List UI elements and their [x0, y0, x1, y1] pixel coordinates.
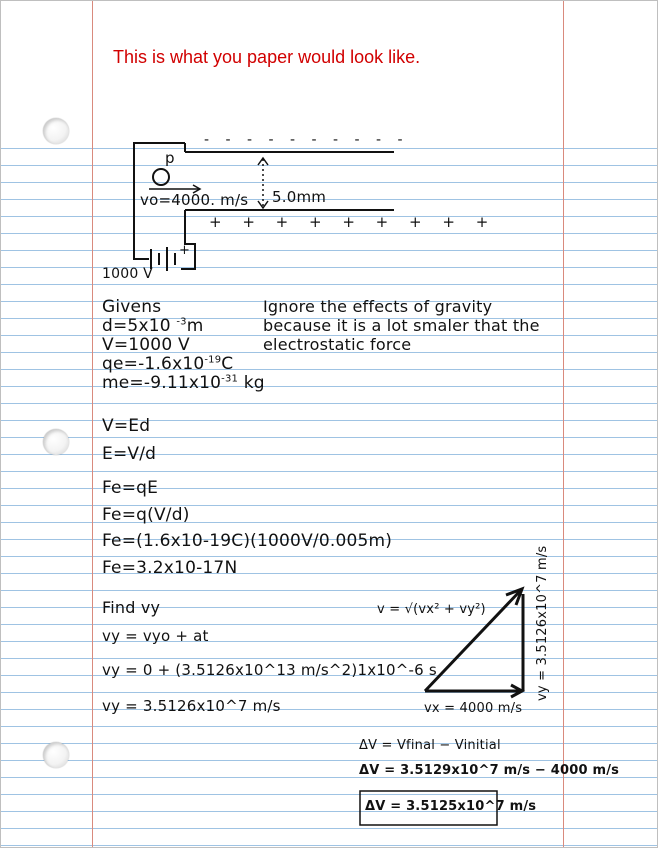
gap-label: 5.0mm [272, 188, 327, 206]
vy-equation-1: vy = vyo + at [102, 627, 209, 645]
bottom-plate-charges: + + + + + + + + + [209, 213, 497, 231]
velocity-magnitude-formula: v = √(vx² + vy²) [377, 602, 486, 617]
equation-force-1: Fe=qE [102, 478, 159, 498]
equation-v-ed: V=Ed [102, 416, 151, 436]
vy-equation-3: vy = 3.5126x10^7 m/s [102, 697, 281, 715]
velocity-label: vo=4000. m/s [140, 191, 249, 209]
equation-force-3: Fe=(1.6x10-19C)(1000V/0.005m) [102, 531, 393, 551]
find-vy-heading: Find vy [102, 598, 161, 617]
battery-plus-sign: + [179, 243, 191, 258]
note-line-2: because it is a lot smaler that the [263, 316, 540, 335]
given-mass: $me=-9.11x10^{-31}$ kg [102, 373, 265, 393]
particle-label: p [165, 149, 175, 167]
note-line-3: electrostatic force [263, 335, 412, 354]
equation-force-2: Fe=q(V/d) [102, 505, 190, 525]
vy-equation-2: vy = 0 + (3.5126x10^13 m/s^2)1x10^-6 s [102, 661, 437, 679]
vx-label: vx = 4000 m/s [424, 701, 523, 716]
vy-label: vy = 3.5126x10^7 m/s [535, 545, 550, 701]
given-distance: d=5x10 $^{-3}$m [102, 316, 204, 336]
delta-v-equation-2: ΔV = 3.5129x10^7 m/s − 4000 m/s [359, 763, 620, 778]
delta-v-equation-1: ΔV = Vfinal − Vinitial [359, 738, 501, 753]
battery-voltage-label: 1000 V [102, 266, 153, 282]
note-line-1: Ignore the effects of gravity [263, 297, 493, 316]
equation-e-v-over-d: E=V/d [102, 444, 157, 464]
given-voltage: V=1000 V [102, 335, 190, 355]
equation-force-4: Fe=3.2x10-17N [102, 558, 238, 578]
capacitor-diagram [1, 1, 658, 848]
delta-v-answer: ΔV = 3.5125x10^7 m/s [365, 799, 537, 814]
banner-text: This is what you paper would look like. [113, 47, 421, 67]
top-plate-charges: - - - - - - - - - - [204, 132, 409, 148]
given-charge: $qe=-1.6x10^{-19}C$ [102, 354, 234, 374]
givens-heading: Givens [102, 297, 162, 317]
